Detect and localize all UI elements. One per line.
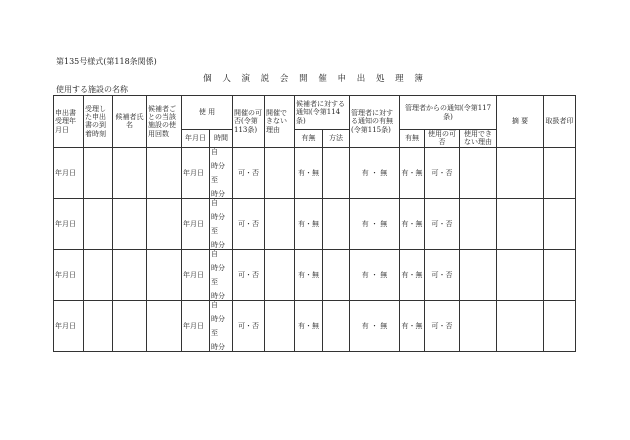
cell-notice-to-candidate[interactable]: 有・無 [295, 249, 323, 300]
header-remarks: 摘 要 [497, 96, 544, 148]
cell-notice-to-manager[interactable]: 有 ・ 無 [350, 147, 400, 198]
form-number: 第135号様式(第118条関係) [56, 57, 157, 66]
cell-usability[interactable]: 可・否 [425, 147, 460, 198]
header-unusable-reason: 使用できない理由 [460, 130, 497, 148]
cell-possible[interactable]: 可・否 [233, 147, 265, 198]
cell-notice-to-manager[interactable]: 有 ・ 無 [350, 300, 400, 351]
time-start-unit: 時分 [211, 263, 225, 272]
cell-use-time[interactable] [210, 147, 233, 198]
table-row [54, 300, 576, 351]
cell-reason-impossible[interactable] [265, 198, 295, 249]
time-start-label: 自 [211, 249, 218, 258]
cell-received-date[interactable]: 年月日 [54, 198, 84, 249]
cell-usability[interactable]: 可・否 [425, 198, 460, 249]
cell-possible[interactable]: 可・否 [233, 249, 265, 300]
cell-unusable-reason[interactable] [460, 300, 497, 351]
cell-reason-impossible[interactable] [265, 300, 295, 351]
cell-notice-method[interactable] [323, 300, 350, 351]
cell-notice-to-candidate[interactable]: 有・無 [295, 147, 323, 198]
time-end-label: 至 [211, 328, 218, 337]
header-use-date: 年月日 [182, 130, 210, 148]
cell-notice-method[interactable] [323, 249, 350, 300]
cell-notice-from-manager[interactable]: 有・無 [400, 249, 425, 300]
cell-usability[interactable]: 可・否 [425, 300, 460, 351]
header-notice-exists: 有無 [295, 130, 323, 148]
header-usage-count: 候補者ごとの当該施設の使用回数 [147, 96, 182, 148]
header-use: 使 用 [182, 96, 233, 130]
cell-use-date[interactable]: 年月日 [182, 300, 210, 351]
register-table [53, 95, 576, 352]
table-row [54, 249, 576, 300]
cell-received-date[interactable]: 年月日 [54, 147, 84, 198]
header-usability: 使用の可否 [425, 130, 460, 148]
cell-remarks[interactable] [497, 300, 544, 351]
cell-notice-to-candidate[interactable]: 有・無 [295, 198, 323, 249]
header-reason-impossible: 開催できない理由 [265, 96, 295, 148]
time-start-label: 自 [211, 300, 218, 309]
time-end-unit: 時分 [211, 342, 225, 351]
cell-notice-method[interactable] [323, 147, 350, 198]
cell-notice-from-manager[interactable]: 有・無 [400, 198, 425, 249]
cell-notice-to-manager[interactable]: 有 ・ 無 [350, 198, 400, 249]
cell-remarks[interactable] [497, 249, 544, 300]
cell-usage-count[interactable] [147, 198, 182, 249]
cell-arrival-time[interactable] [84, 198, 113, 249]
cell-use-time[interactable] [210, 198, 233, 249]
time-start-unit: 時分 [211, 161, 225, 170]
time-end-label: 至 [211, 226, 218, 235]
facility-label: 使用する施設の名称 [56, 85, 128, 94]
cell-use-time[interactable] [210, 300, 233, 351]
header-row [54, 96, 576, 130]
cell-arrival-time[interactable] [84, 249, 113, 300]
time-end-label: 至 [211, 277, 218, 286]
cell-use-time[interactable] [210, 249, 233, 300]
cell-reason-impossible[interactable] [265, 249, 295, 300]
header-notice-method: 方法 [323, 130, 350, 148]
cell-received-date[interactable]: 年月日 [54, 300, 84, 351]
time-end-unit: 時分 [211, 291, 225, 300]
header-possible: 開催の可否(令第113条) [233, 96, 265, 148]
cell-candidate-name[interactable] [113, 198, 147, 249]
cell-usage-count[interactable] [147, 147, 182, 198]
time-end-label: 至 [211, 175, 218, 184]
cell-handler-seal[interactable] [544, 147, 576, 198]
time-start-label: 自 [211, 198, 218, 207]
cell-reason-impossible[interactable] [265, 147, 295, 198]
header-notice-to-manager: 管理者に対する通知の有無(令第115条) [350, 96, 400, 148]
cell-notice-to-candidate[interactable]: 有・無 [295, 300, 323, 351]
cell-arrival-time[interactable] [84, 300, 113, 351]
header-handler-seal: 取扱者印 [544, 96, 576, 148]
cell-usage-count[interactable] [147, 249, 182, 300]
cell-use-date[interactable]: 年月日 [182, 198, 210, 249]
cell-unusable-reason[interactable] [460, 249, 497, 300]
cell-unusable-reason[interactable] [460, 147, 497, 198]
cell-notice-method[interactable] [323, 198, 350, 249]
cell-usage-count[interactable] [147, 300, 182, 351]
cell-arrival-time[interactable] [84, 147, 113, 198]
cell-candidate-name[interactable] [113, 249, 147, 300]
header-candidate-name: 候補者氏名 [113, 96, 147, 148]
cell-possible[interactable]: 可・否 [233, 198, 265, 249]
header-notice-from-manager: 管理者からの通知(令第117条) [400, 96, 497, 130]
cell-use-date[interactable]: 年月日 [182, 147, 210, 198]
header-use-time: 時間 [210, 130, 233, 148]
header-received-date: 申出書受理年月日 [54, 96, 84, 148]
table-row [54, 198, 576, 249]
time-end-unit: 時分 [211, 240, 225, 249]
page-title: 個 人 演 説 会 開 催 申 出 処 理 簿 [203, 74, 427, 84]
cell-notice-to-manager[interactable]: 有 ・ 無 [350, 249, 400, 300]
table-row [54, 147, 576, 198]
cell-use-date[interactable]: 年月日 [182, 249, 210, 300]
cell-handler-seal[interactable] [544, 249, 576, 300]
cell-notice-from-manager[interactable]: 有・無 [400, 300, 425, 351]
cell-unusable-reason[interactable] [460, 198, 497, 249]
header-notice-to-candidate: 候補者に対する通知(令第114条) [295, 96, 350, 130]
cell-received-date[interactable]: 年月日 [54, 249, 84, 300]
cell-handler-seal[interactable] [544, 198, 576, 249]
cell-usability[interactable]: 可・否 [425, 249, 460, 300]
header-arrival-time: 受理した申出書の到着時刻 [84, 96, 113, 148]
time-start-label: 自 [211, 147, 218, 156]
time-end-unit: 時分 [211, 189, 225, 198]
cell-candidate-name[interactable] [113, 147, 147, 198]
cell-handler-seal[interactable] [544, 300, 576, 351]
cell-remarks[interactable] [497, 147, 544, 198]
cell-notice-from-manager[interactable]: 有・無 [400, 147, 425, 198]
cell-candidate-name[interactable] [113, 300, 147, 351]
time-start-unit: 時分 [211, 212, 225, 221]
cell-possible[interactable]: 可・否 [233, 300, 265, 351]
time-start-unit: 時分 [211, 314, 225, 323]
cell-remarks[interactable] [497, 198, 544, 249]
header-manager-notice-exists: 有無 [400, 130, 425, 148]
